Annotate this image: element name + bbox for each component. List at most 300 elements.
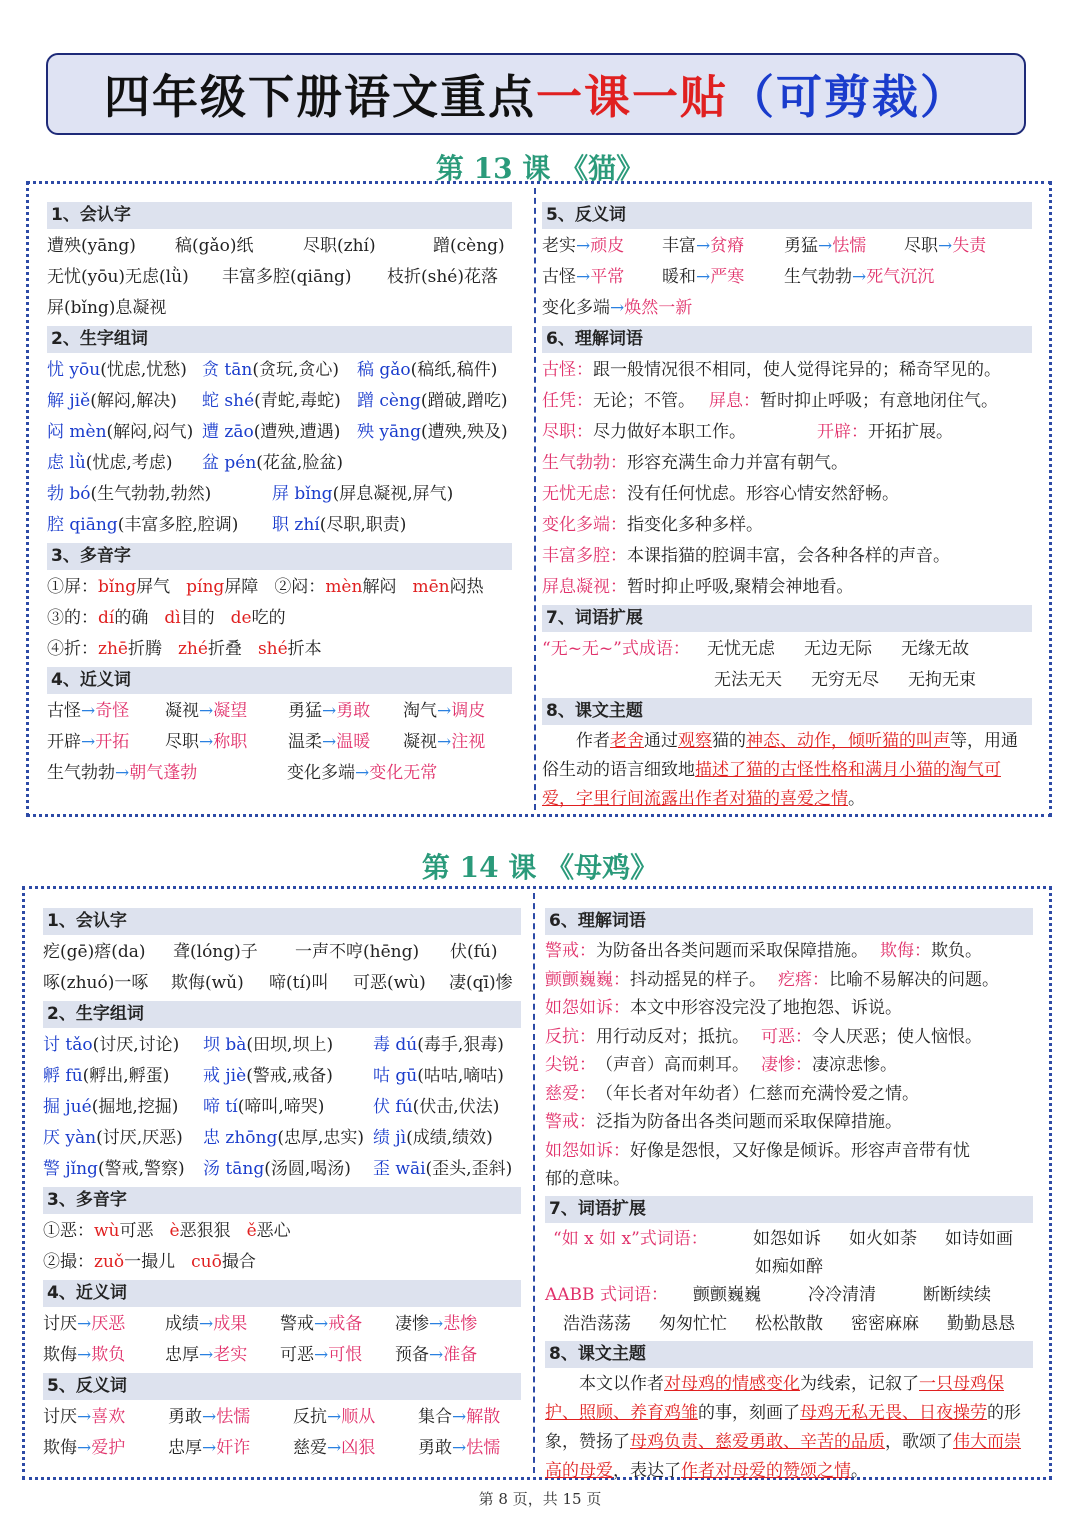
paired-word: 焕然一新: [624, 298, 693, 318]
idiom: 冷冷清清: [808, 1284, 876, 1305]
word-pair-row: [542, 231, 1032, 262]
definition-row: [545, 966, 1033, 995]
section-heading: 2、生字组词: [43, 1001, 521, 1028]
definition-row: [542, 510, 1032, 541]
definition: 泛指为防备出各类问题而采取保障措施。: [596, 1112, 902, 1132]
definition-item: [542, 386, 695, 417]
definition: 用行动反对；抵抗。: [596, 1026, 749, 1047]
word-pair-row: [43, 1402, 521, 1433]
definition-row: [545, 1023, 1033, 1052]
word: 尽职: [904, 236, 938, 256]
definition: 令人厌恶；使人恼恨。: [812, 1026, 982, 1047]
pinyin: wù: [94, 1221, 120, 1241]
section-heading: 6、理解词语: [542, 326, 1032, 353]
theme-highlight: 神态、动作，倾听猫的叫声: [746, 731, 950, 751]
word-group: [272, 510, 512, 541]
word-pair: [43, 1433, 168, 1464]
word-pair: [43, 1309, 165, 1340]
idiom-type-label: “无~无~”式成语：: [542, 639, 690, 659]
definition-row: [545, 1108, 1033, 1137]
word-pair: [418, 1402, 522, 1433]
definition-item: [761, 1023, 982, 1052]
paired-word: 老实: [213, 1345, 248, 1365]
word: 勇敢: [168, 1407, 202, 1427]
polyphone-row: [47, 603, 512, 634]
text-row: [47, 231, 512, 262]
idiom: 无拘无束: [908, 670, 976, 690]
arrow-icon: →: [199, 1345, 214, 1365]
idiom: 无穷无尽: [811, 670, 879, 690]
word-group: [47, 510, 272, 541]
word-group: [43, 1123, 203, 1154]
paired-word: 准备: [443, 1345, 478, 1365]
term: 警戒：: [545, 1112, 596, 1132]
paired-word: 怯懦: [216, 1407, 251, 1427]
definition-row: [542, 541, 1032, 572]
section-heading: 7、词语扩展: [545, 1196, 1033, 1223]
idiom: 如诗如画: [945, 1228, 1013, 1249]
idiom: 颤颤巍巍: [693, 1284, 761, 1305]
definition-item: [542, 448, 848, 479]
idiom: 如火如荼: [849, 1228, 917, 1249]
idiom-row: [542, 665, 1032, 696]
word-pair: [165, 727, 288, 758]
character-pinyin: 蛇 shé: [202, 391, 255, 411]
pinyin: zuǒ: [94, 1252, 125, 1272]
word-pair: [293, 1402, 418, 1433]
theme-text: 的形象，赞扬了: [545, 1402, 1021, 1452]
idiom: 密密麻麻: [851, 1313, 919, 1334]
word: 集合: [418, 1407, 452, 1427]
word-pair: [165, 1309, 280, 1340]
pinyin: mēn: [412, 577, 450, 597]
paired-word: 平常: [590, 267, 625, 287]
word-pair: [288, 696, 403, 727]
word-item: 啄(zhuó)一啄: [43, 973, 149, 993]
theme-highlight: 老舍: [610, 731, 644, 751]
term: 尖锐：: [545, 1055, 596, 1075]
term: 尽职：: [542, 422, 593, 442]
text-row: [47, 262, 512, 293]
paired-word: 悲惨: [443, 1314, 478, 1334]
paired-word: 注视: [451, 732, 486, 752]
word-pair: [165, 696, 288, 727]
word-examples: (掘地,挖掘): [91, 1097, 179, 1117]
word: 反抗: [293, 1407, 327, 1427]
word-pair: [403, 696, 513, 727]
word-group: [202, 386, 357, 417]
polyphone-row: [47, 572, 512, 603]
polyphone-item: [43, 1247, 94, 1278]
polyphone-item: [47, 603, 98, 634]
character-pinyin: 汤 tāng: [203, 1159, 265, 1179]
paired-word: 死气沉沉: [866, 267, 935, 287]
example-word: 解闷: [362, 577, 397, 597]
word-pair-row: [43, 1340, 521, 1371]
section-heading: 3、多音字: [47, 543, 512, 570]
idiom: 无忧无虑: [707, 639, 775, 659]
word: 凝视: [403, 732, 437, 752]
word-item: 遭殃(yāng): [47, 236, 136, 256]
word-pair: [542, 293, 742, 324]
paired-word: 开拓: [95, 732, 130, 752]
arrow-icon: →: [202, 1407, 217, 1427]
arrow-icon: →: [327, 1438, 342, 1458]
word: 生气勃勃: [784, 267, 852, 287]
page-header: [46, 53, 1026, 135]
polyphone-item: [98, 603, 148, 634]
word-group-row: [47, 510, 512, 541]
paired-word: 贫瘠: [710, 236, 745, 256]
polyphone-char: ②撮：: [43, 1252, 94, 1272]
paired-word: 怯懦: [832, 236, 867, 256]
word-examples: (青蛇,毒蛇): [254, 391, 341, 411]
arrow-icon: →: [77, 1438, 92, 1458]
arrow-icon: →: [77, 1345, 92, 1365]
word-group: [357, 386, 512, 417]
paired-word: 顽皮: [590, 236, 625, 256]
section-heading: 8、课文主题: [542, 698, 1032, 725]
section-heading: 8、课文主题: [545, 1341, 1033, 1368]
term: 如怨如诉：: [545, 1140, 630, 1161]
character-pinyin: 闷 mèn: [47, 422, 107, 442]
arrow-icon: →: [429, 1314, 444, 1334]
arrow-icon: →: [202, 1438, 217, 1458]
definition-row: [545, 1137, 1033, 1166]
character-pinyin: 孵 fū: [43, 1066, 83, 1086]
definition-row: [542, 355, 1032, 386]
paired-word: 欺负: [91, 1345, 126, 1365]
paired-word: 怯懦: [466, 1438, 501, 1458]
word: 开辟: [47, 732, 81, 752]
polyphone-item: [94, 1247, 175, 1278]
word-group: [47, 479, 272, 510]
paired-word: 戒备: [328, 1314, 363, 1334]
polyphone-row: [43, 1216, 521, 1247]
idiom: 浩浩荡荡: [563, 1313, 631, 1334]
paired-word: 解散: [466, 1407, 501, 1427]
word-group: [272, 479, 512, 510]
word: 忠厚: [168, 1438, 202, 1458]
word-pair: [904, 231, 1024, 262]
section-heading: 5、反义词: [542, 202, 1032, 229]
arrow-icon: →: [437, 701, 452, 721]
arrow-icon: →: [327, 1407, 342, 1427]
word: 勇敢: [418, 1438, 452, 1458]
arrow-icon: →: [696, 236, 711, 256]
definition: 指变化多种多样。: [627, 515, 763, 535]
polyphone-item: [258, 634, 322, 665]
word-item: 尽职(zhí): [303, 236, 376, 256]
definition: 本文中形容没完没了地抱怨、诉说。: [630, 998, 902, 1018]
word-examples: (蹭破,蹭吃): [420, 391, 508, 411]
word-item: 伏(fú): [450, 942, 498, 962]
word-examples: (丰富多腔,腔调): [117, 515, 239, 535]
pinyin: ě: [246, 1221, 257, 1241]
word-group: [373, 1123, 521, 1154]
word-examples: (遭殃,遭遇): [253, 422, 341, 442]
word-examples: (咕咕,嘀咕): [417, 1066, 504, 1086]
paired-word: 失责: [952, 236, 987, 256]
word: 老实: [542, 236, 576, 256]
definition-row: [545, 1165, 1033, 1194]
definition-item: [545, 994, 902, 1023]
definition-item: [542, 479, 899, 510]
word-group: [202, 355, 357, 386]
section-heading: 7、词语扩展: [542, 605, 1032, 632]
polyphone-item: [412, 572, 483, 603]
word-pair-row: [542, 293, 1032, 324]
word-item: 无忧(yōu)无虑(lǜ): [47, 267, 189, 287]
definition: 开拓扩展。: [868, 422, 953, 442]
polyphone-item: [247, 1216, 291, 1247]
character-pinyin: 解 jiě: [47, 391, 91, 411]
word-pair: [47, 696, 165, 727]
theme-highlight: 伟大而崇高的母爱: [545, 1431, 1021, 1481]
polyphone-item: [94, 1216, 154, 1247]
word-pair: [395, 1340, 505, 1371]
paired-word: 成果: [213, 1314, 248, 1334]
paired-word: 厌恶: [91, 1314, 126, 1334]
arrow-icon: →: [938, 236, 953, 256]
polyphone-char: ③的：: [47, 608, 98, 628]
character-pinyin: 伏 fú: [373, 1097, 413, 1117]
character-pinyin: 讨 tǎo: [43, 1035, 93, 1055]
theme-paragraph: [542, 727, 1032, 814]
pinyin: cuō: [191, 1252, 222, 1272]
word: 古怪: [47, 701, 81, 721]
word: 警戒: [280, 1314, 314, 1334]
paired-word: 可恨: [328, 1345, 363, 1365]
word: 欺侮: [43, 1438, 77, 1458]
idiom-row: [545, 1310, 1033, 1339]
polyphone-item: [231, 603, 286, 634]
word: 预备: [395, 1345, 429, 1365]
word-pair-row: [47, 727, 512, 758]
word-group: [202, 448, 357, 479]
definition: 郁的意味。: [545, 1169, 630, 1189]
term: 如怨如诉：: [545, 998, 630, 1018]
text-row: [43, 937, 521, 968]
character-pinyin: 贪 tān: [202, 360, 253, 380]
polyphone-char: ①屏：: [47, 577, 98, 597]
word-item: 聋(lóng)子: [173, 942, 258, 962]
word-pair: [168, 1433, 293, 1464]
arrow-icon: →: [355, 763, 370, 783]
word-pair: [418, 1433, 522, 1464]
definition-row: [542, 479, 1032, 510]
arrow-icon: →: [81, 732, 96, 752]
theme-highlight: 观察: [678, 731, 712, 751]
word-pair: [280, 1309, 395, 1340]
paired-word: 朝气蓬勃: [129, 763, 198, 783]
arrow-icon: →: [429, 1345, 444, 1365]
word-group: [203, 1061, 373, 1092]
arrow-icon: →: [322, 701, 337, 721]
polyphone-char: ①恶：: [43, 1221, 94, 1241]
arrow-icon: →: [199, 732, 214, 752]
word-examples: (田坝,坝上): [246, 1035, 334, 1055]
word-group: [373, 1154, 521, 1185]
pinyin: è: [169, 1221, 180, 1241]
lesson-13-left-column: [47, 200, 512, 789]
section-heading: 1、会认字: [43, 908, 521, 935]
definition-item: [542, 417, 817, 448]
idiom-row: [545, 1253, 1033, 1281]
definition-item: [778, 966, 999, 995]
header-title-highlight: 一课一贴: [536, 70, 728, 124]
word-examples: (警戒,警察): [97, 1159, 185, 1179]
idiom: 断断续续: [923, 1284, 991, 1305]
definition-row: [545, 937, 1033, 966]
term: 警戒：: [545, 941, 596, 961]
word-examples: (花盆,脸盆): [256, 453, 343, 473]
polyphone-item: [178, 634, 242, 665]
definition-item: [545, 1023, 749, 1052]
character-pinyin: 毒 dú: [373, 1035, 418, 1055]
paired-word: 严寒: [710, 267, 745, 287]
polyphone-char: ④折：: [47, 639, 98, 659]
idiom: 勤勤恳恳: [947, 1313, 1015, 1334]
word-pair: [43, 1402, 168, 1433]
word-group: [203, 1154, 373, 1185]
word-examples: (歪头,歪斜): [425, 1159, 513, 1179]
word: 尽职: [165, 732, 199, 752]
definition-item: [545, 1108, 902, 1137]
term: 凄惨：: [761, 1055, 812, 1075]
pinyin: dì: [164, 608, 181, 628]
paired-word: 凶狠: [341, 1438, 376, 1458]
lesson-14-box: [22, 886, 1052, 1480]
paired-word: 爱护: [91, 1438, 126, 1458]
polyphone-item: [325, 572, 396, 603]
theme-text: 等，用通俗生动的语言细致地: [542, 731, 1018, 780]
arrow-icon: →: [77, 1314, 92, 1334]
idiom: 松松散散: [755, 1313, 823, 1334]
term: 变化多端：: [542, 515, 627, 535]
arrow-icon: →: [818, 236, 833, 256]
theme-paragraph: [545, 1370, 1033, 1486]
word-pair: [165, 1340, 280, 1371]
theme-text: 猫的: [712, 731, 746, 751]
character-pinyin: 屏 bǐng: [272, 484, 333, 504]
definition-item: [545, 1137, 970, 1166]
idiom: 无边无际: [804, 639, 872, 659]
definition: 抖动摇晃的样子。: [630, 969, 766, 990]
term: 反抗：: [545, 1026, 596, 1047]
idiom-type-label: AABB 式词语：: [545, 1284, 668, 1305]
word-group: [43, 1061, 203, 1092]
word-pair-row: [542, 262, 1032, 293]
definition: 比喻不易解决的问题。: [829, 969, 999, 990]
word-examples: (贪玩,贪心): [252, 360, 339, 380]
definition: 欺负。: [931, 941, 982, 961]
word-group: [43, 1030, 203, 1061]
definition-item: [761, 1051, 897, 1080]
word-item: 疙(gē)瘩(da): [43, 942, 146, 962]
word-examples: (忧虑,忧愁): [100, 360, 187, 380]
section-heading: 6、理解词语: [545, 908, 1033, 935]
paired-word: 温暖: [336, 732, 371, 752]
polyphone-row: [43, 1247, 521, 1278]
word: 勇猛: [288, 701, 322, 721]
idiom-row: [542, 634, 1032, 665]
definition-item: [545, 937, 868, 966]
arrow-icon: →: [81, 701, 96, 721]
polyphone-item: [47, 572, 98, 603]
definition-item: [545, 1051, 749, 1080]
lesson-13-box: [26, 181, 1052, 817]
word-item: 丰富多腔(qiāng): [222, 267, 352, 287]
character-pinyin: 殃 yāng: [357, 422, 421, 442]
pinyin: bǐng: [98, 577, 137, 597]
definition-item: [542, 541, 950, 572]
pinyin: dí: [98, 608, 115, 628]
word-examples: (讨厌,厌恶): [96, 1128, 183, 1148]
definition: 好像是怨恨，又好像是倾诉。形容声音带有忧: [630, 1140, 970, 1161]
word-pair: [784, 262, 1024, 293]
arrow-icon: →: [199, 1314, 214, 1334]
pinyin: píng: [186, 577, 225, 597]
definition-row: [542, 448, 1032, 479]
definition: （声音）高而刺耳。: [596, 1055, 749, 1075]
polyphone-item: [170, 1216, 231, 1247]
word-examples: (尽职,职责): [319, 515, 407, 535]
word: 讨厌: [43, 1314, 77, 1334]
idiom: 如痴如醉: [755, 1256, 823, 1277]
word-examples: (忠厚,忠实): [277, 1128, 365, 1148]
word: 生气勃勃: [47, 763, 115, 783]
idiom: 如怨如诉: [753, 1228, 821, 1249]
word-group-row: [47, 417, 512, 448]
term: 生气勃勃：: [542, 453, 627, 473]
polyphone-item: [43, 1216, 94, 1247]
arrow-icon: →: [77, 1407, 92, 1427]
character-pinyin: 职 zhí: [272, 515, 320, 535]
section-heading: 5、反义词: [43, 1373, 521, 1400]
word-pair: [403, 727, 513, 758]
word-group-row: [47, 479, 512, 510]
word: 可恶: [280, 1345, 314, 1365]
word-group: [373, 1030, 521, 1061]
word-item: 屏(bǐng)息凝视: [47, 298, 167, 318]
example-word: 屏气: [136, 577, 171, 597]
word: 暖和: [662, 267, 696, 287]
character-pinyin: 忠 zhōng: [203, 1128, 278, 1148]
arrow-icon: →: [322, 732, 337, 752]
word-item: 凄(qī)惨: [449, 973, 513, 993]
word-item: 蹭(cèng): [433, 236, 505, 256]
definition: （年长者对年幼者）仁慈而充满怜爱之情。: [596, 1083, 919, 1104]
definition-item: [545, 966, 766, 995]
word-pair: [542, 262, 662, 293]
word-examples: (解闷,解决): [90, 391, 177, 411]
character-pinyin: 盆 pén: [202, 453, 257, 473]
polyphone-item: [186, 572, 258, 603]
example-word: 屏障: [224, 577, 259, 597]
character-pinyin: 掘 jué: [43, 1097, 92, 1117]
theme-text: ，表达了: [613, 1460, 681, 1481]
word-pair: [293, 1433, 418, 1464]
word-examples: (毒手,狠毒): [417, 1035, 504, 1055]
character-pinyin: 咕 gū: [373, 1066, 418, 1086]
character-pinyin: 勃 bó: [47, 484, 91, 504]
pinyin: shé: [257, 639, 288, 659]
theme-highlight: 母鸡无私无畏、日夜操劳: [800, 1402, 987, 1423]
character-pinyin: 坝 bà: [203, 1035, 247, 1055]
column-divider: [533, 893, 535, 1473]
word-group: [47, 417, 202, 448]
